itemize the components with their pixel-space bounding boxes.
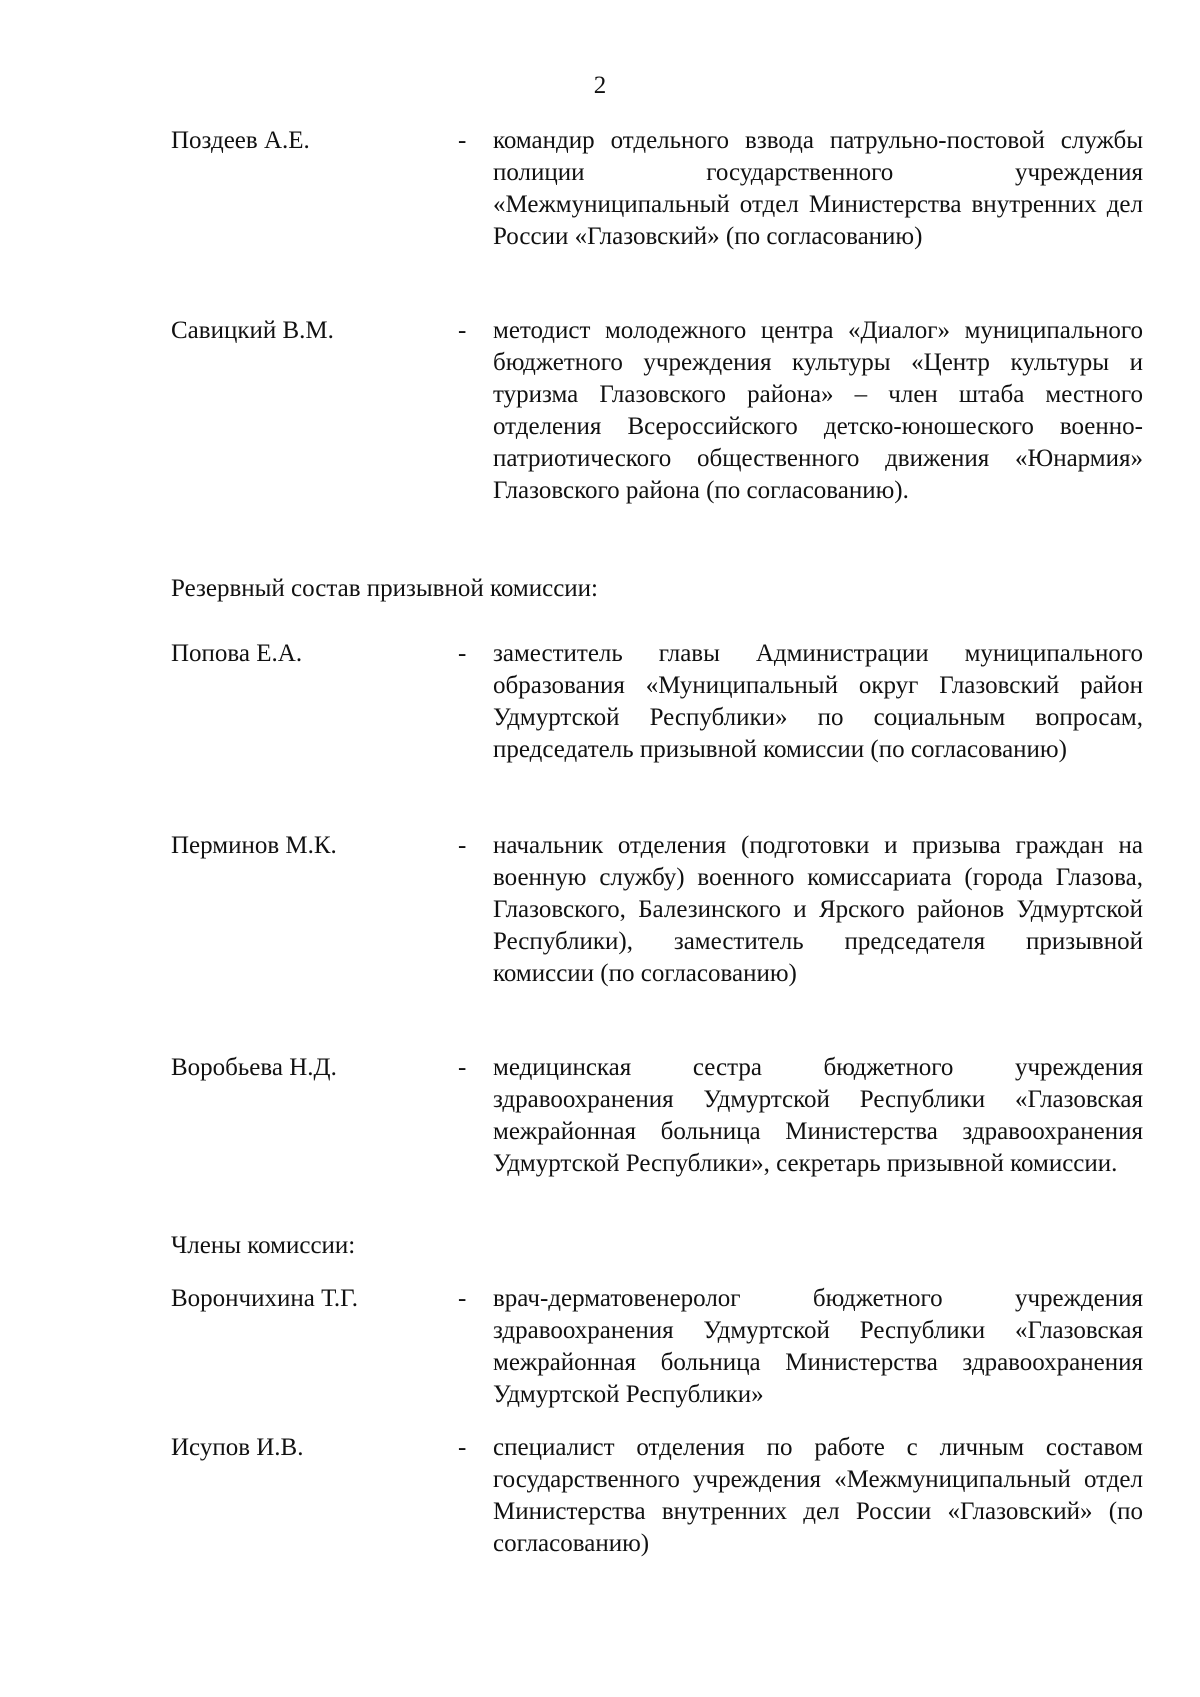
member-position: начальник отделения (подготовки и призыва граждан на военную службу) военного комиссариата (города Глазова, Глазовского, Балезинского и Ярского районов Удмуртской Республики), заместитель председателя призывной комиссии (по согласованию) <box>493 832 1143 987</box>
member-name: Поздеев А.Е. <box>171 127 310 154</box>
member-position: медицинская сестра бюджетного учреждения здравоохранения Удмуртской Республики «Глазовская межрайонная больница Министерства здравоохранения Удмуртской Республики», секретарь призывной комиссии. <box>493 1054 1143 1177</box>
dash-separator: - <box>458 127 467 154</box>
member-entry <box>171 1432 1143 1560</box>
member-entry <box>171 638 1143 766</box>
member-name: Савицкий В.М. <box>171 317 334 344</box>
member-entry <box>171 125 1143 253</box>
member-position: врач-дерматовенеролог бюджетного учреждения здравоохранения Удмуртской Республики «Глазовская межрайонная больница Министерства здравоохранения Удмуртской Республики» <box>493 1285 1143 1408</box>
dash-separator: - <box>458 1054 467 1081</box>
member-name: Ворончихина Т.Г. <box>171 1285 359 1312</box>
member-entry <box>171 315 1143 507</box>
member-position: методист молодежного центра «Диалог» муниципального бюджетного учреждения культуры «Центр культуры и туризма Глазовского района» – член штаба местного отделения Всероссийского детско-юношеского военно-патриотического общественного движения «Юнармия» Глазовского района (по согласованию). <box>493 317 1143 504</box>
member-entry <box>171 1052 1143 1180</box>
member-entry <box>171 830 1143 990</box>
dash-separator: - <box>458 1434 467 1461</box>
page-number: 2 <box>593 72 607 99</box>
member-name: Попова Е.А. <box>171 640 303 667</box>
member-entry <box>171 1283 1143 1411</box>
member-name: Исупов И.В. <box>171 1434 304 1461</box>
member-name: Воробьева Н.Д. <box>171 1054 337 1081</box>
reserve-section-heading: Резервный состав призывной комиссии: <box>171 575 598 602</box>
dash-separator: - <box>458 1285 467 1312</box>
members-section-heading: Члены комиссии: <box>171 1232 356 1259</box>
member-position: специалист отделения по работе с личным составом государственного учреждения «Межмуниципальный отдел Министерства внутренних дел России «Глазовский» (по согласованию) <box>493 1434 1143 1557</box>
member-name: Перминов М.К. <box>171 832 337 859</box>
member-position: командир отдельного взвода патрульно-постовой службы полиции государственного учреждения «Межмуниципальный отдел Министерства внутренних дел России «Глазовский» (по согласованию) <box>493 127 1143 250</box>
member-position: заместитель главы Администрации муниципального образования «Муниципальный округ Глазовский район Удмуртской Республики» по социальным вопросам, председатель призывной комиссии (по согласованию) <box>493 640 1143 763</box>
dash-separator: - <box>458 317 467 344</box>
dash-separator: - <box>458 832 467 859</box>
dash-separator: - <box>458 640 467 667</box>
